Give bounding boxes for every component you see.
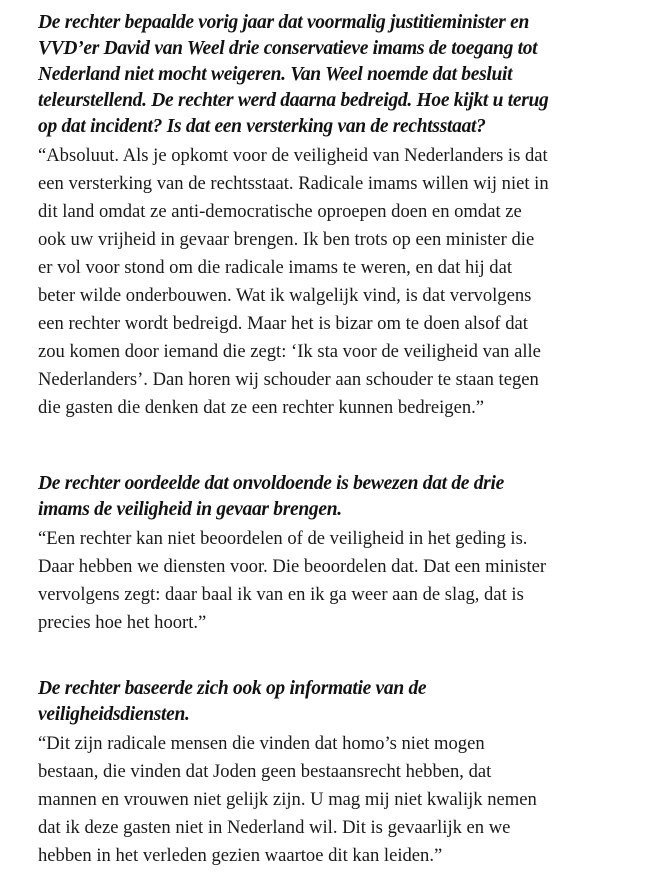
answer-line: bestaan, die vinden dat Joden geen bestaansrecht hebben, dat [38,761,492,782]
answer-line: dit land omdat ze anti-democratische oproepen doen en omdat ze [38,201,522,222]
answer-line: beter wilde onderbouwen. Wat ik walgelijk vind, is dat vervolgens [38,285,532,306]
question-line: imams de veiligheid in gevaar brengen. [38,499,342,520]
interview-section-2 [38,471,648,637]
interview-question [38,471,648,523]
answer-line: Nederlanders’. Dan horen wij schouder aan schouder te staan tegen [38,369,539,390]
interview-question [38,676,648,728]
answer-line: “Dit zijn radicale mensen die vinden dat homo’s niet mogen [38,733,485,754]
answer-line: die gasten die denken dat ze een rechter kunnen bedreigen.” [38,397,485,418]
answer-line: “Een rechter kan niet beoordelen of de veiligheid in het geding is. [38,528,528,549]
answer-line: er vol voor stond om die radicale imams te weren, en dat hij dat [38,257,512,278]
question-line: VVD’er David van Weel drie conservatieve imams de toegang tot [38,38,538,59]
interview-section-3 [38,676,648,870]
answer-line: mannen en vrouwen niet gelijk zijn. U mag mij niet kwalijk nemen [38,789,537,810]
question-line: teleurstellend. De rechter werd daarna bedreigd. Hoe kijkt u terug [38,90,549,111]
answer-line: zou komen door iemand die zegt: ‘Ik sta voor de veiligheid van alle [38,341,541,362]
interview-answer [38,730,648,870]
answer-line: hebben in het verleden gezien waartoe dit kan leiden.” [38,845,443,866]
answer-line: een rechter wordt bedreigd. Maar het is bizar om te doen alsof dat [38,313,528,334]
answer-line: “Absoluut. Als je opkomt voor de veiligheid van Nederlanders is dat [38,145,548,166]
answer-line: ook uw vrijheid in gevaar brengen. Ik ben trots op een minister die [38,229,535,250]
interview-question [38,10,648,140]
question-line: De rechter bepaalde vorig jaar dat voormalig justitieminister en [38,12,530,33]
answer-line: vervolgens zegt: daar baal ik van en ik ga weer aan de slag, dat is [38,584,524,605]
question-line: De rechter baseerde zich ook op informatie van de [38,678,427,699]
answer-line: precies hoe het hoort.” [38,612,207,633]
interview-answer [38,142,648,422]
interview-section-1 [38,10,648,422]
answer-line: dat ik deze gasten niet in Nederland wil. Dit is gevaarlijk en we [38,817,511,838]
question-line: op dat incident? Is dat een versterking van de rechtsstaat? [38,116,486,137]
question-line: Nederland niet mocht weigeren. Van Weel noemde dat besluit [38,64,513,85]
answer-line: een versterking van de rechtsstaat. Radicale imams willen wij niet in [38,173,549,194]
question-line: De rechter oordeelde dat onvoldoende is bewezen dat de drie [38,473,504,494]
answer-line: Daar hebben we diensten voor. Die beoordelen dat. Dat een minister [38,556,547,577]
interview-answer [38,525,648,637]
question-line: veiligheidsdiensten. [38,704,190,725]
